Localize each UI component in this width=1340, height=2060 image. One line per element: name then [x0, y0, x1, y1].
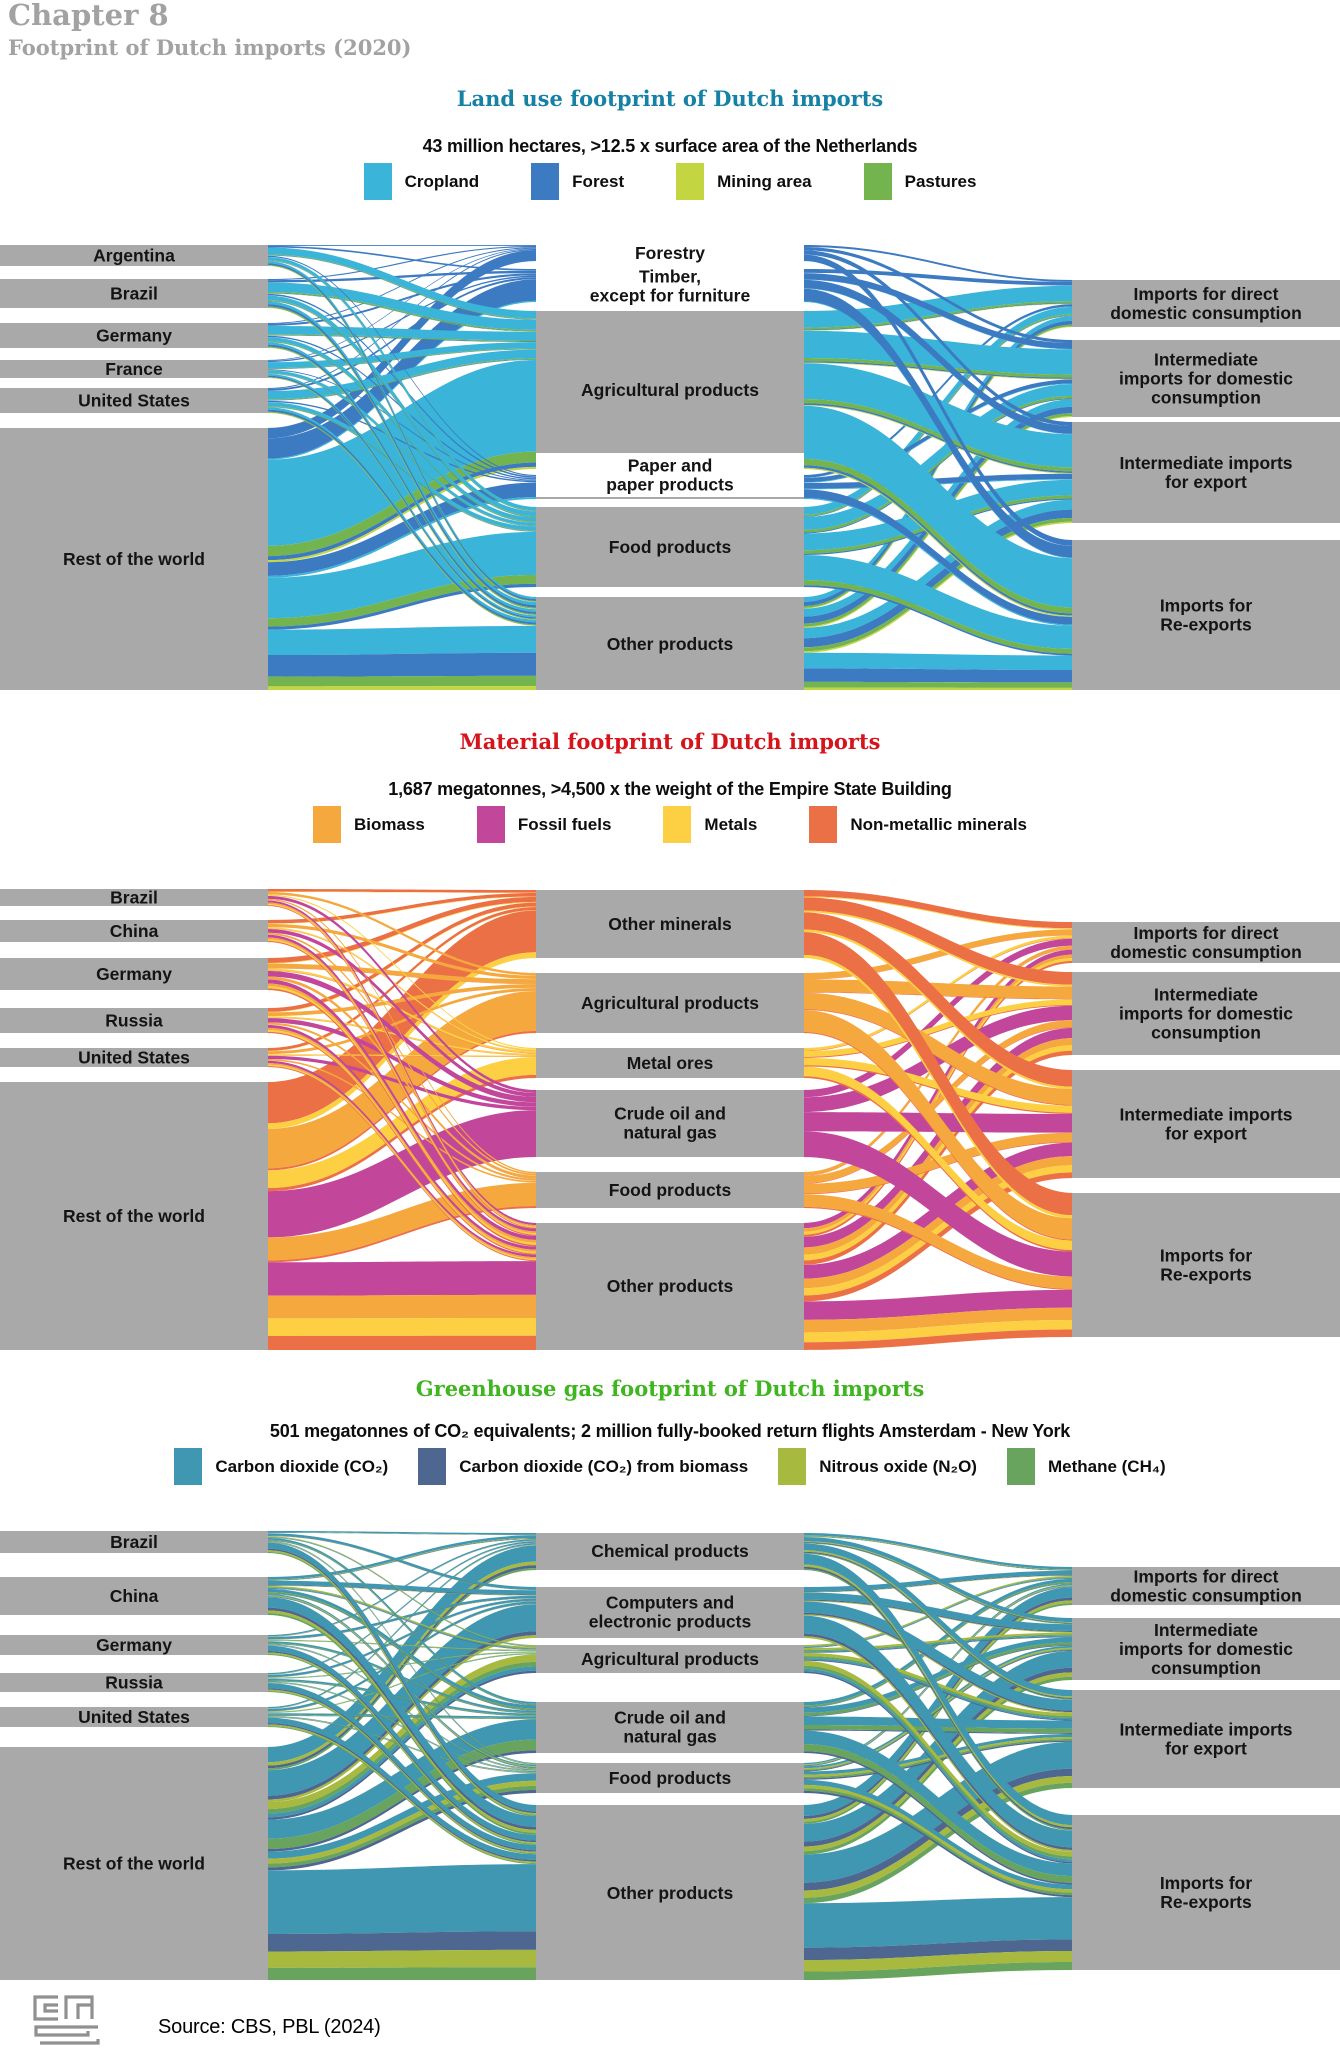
legend-swatch [778, 1448, 806, 1485]
legend-swatch [864, 163, 892, 200]
sankey-node-label: Imports for direct domestic consumption [1110, 923, 1302, 962]
legend-item [1007, 1448, 1166, 1485]
legend-swatch [313, 806, 341, 843]
sankey-ribbon [267, 1950, 537, 1968]
sankey-node-label: Imports for Re-exports [1159, 1245, 1253, 1285]
legend-label: Non-metallic minerals [850, 814, 1027, 834]
sankey-node-label: Timber, except for furniture [589, 266, 751, 306]
sankey-node-label: Imports for direct domestic consumption [1110, 1566, 1302, 1606]
sankey-node-label: Russia [105, 1010, 163, 1031]
sankey-node-label: Argentina [93, 245, 175, 266]
legend-label: Carbon dioxide (CO₂) [215, 1456, 389, 1476]
legend-item [418, 1448, 748, 1485]
legend-item [531, 163, 624, 200]
sankey-node-label: Crude oil and natural gas [614, 1103, 726, 1143]
legend-item [313, 806, 425, 843]
sankey-ribbon [803, 688, 1073, 690]
sankey-ribbon [267, 1295, 537, 1319]
sankey-diagram-greenhouse-gas [0, 1530, 1340, 1982]
legend-swatch [1007, 1448, 1035, 1485]
sankey-node-label: Intermediate imports for domestic consumption [1118, 349, 1294, 408]
sankey-node-label: Agricultural products [581, 993, 759, 1013]
legend-swatch [364, 163, 392, 200]
sankey-node-label: Imports for Re-exports [1159, 595, 1253, 635]
legend-label: Forest [572, 171, 625, 191]
chart-subtitle: 501 megatonnes of CO₂ equivalents; 2 million fully-booked return flights Amsterdam - New York [269, 1421, 1071, 1441]
sankey-node-label: United States [78, 1707, 190, 1727]
sankey-node-label: Imports for Re-exports [1159, 1873, 1253, 1912]
sankey-node-label: Germany [96, 325, 172, 346]
sankey-node-label: United States [78, 1047, 190, 1068]
sankey-node-label: Intermediate imports for domestic consumption [1118, 984, 1294, 1043]
legend-swatch [477, 806, 505, 843]
source-note: Source: CBS, PBL (2024) [158, 2016, 381, 2038]
sankey-node-label: Intermediate imports for export [1119, 1104, 1293, 1144]
sankey-diagram-land-use [0, 245, 1340, 690]
sankey-node-label: China [109, 1586, 159, 1606]
sankey-ribbon [267, 1318, 537, 1336]
legend-item [364, 163, 480, 200]
sankey-node-label: France [105, 359, 163, 379]
legend [0, 1448, 1340, 1485]
chart-title: Land use footprint of Dutch imports [456, 86, 884, 111]
sankey-node-label: Other products [606, 634, 734, 654]
legend-item [174, 1448, 388, 1485]
sankey-node-label: Other products [606, 1276, 734, 1296]
sankey-node-label: Food products [608, 1768, 732, 1788]
sankey-ribbon [267, 1336, 537, 1350]
sankey-node-label: Metal ores [626, 1053, 714, 1073]
sankey-ribbon [803, 682, 1073, 688]
legend-label: Carbon dioxide (CO₂) from biomass [459, 1456, 749, 1476]
legend [0, 163, 1340, 200]
sankey-node-label: Brazil [110, 887, 158, 908]
chart-subtitle: 43 million hectares, >12.5 x surface area of the Netherlands [422, 136, 918, 156]
sankey-ribbon [803, 668, 1073, 682]
sankey-ribbon [267, 1261, 537, 1295]
sankey-node-label: Germany [96, 1635, 172, 1655]
legend-label: Metals [704, 814, 758, 834]
sankey-node-label: Other products [606, 1883, 734, 1903]
sankey-diagram-material [0, 885, 1340, 1355]
sankey-node-label: Intermediate imports for export [1119, 453, 1293, 492]
legend-swatch [174, 1448, 202, 1485]
sankey-ribbon [267, 1967, 537, 1980]
sankey-node-label: Agricultural products [581, 1649, 759, 1669]
sankey-ribbon [267, 686, 537, 690]
sankey-ribbon [267, 889, 537, 893]
sankey-node-label: Rest of the world [63, 549, 205, 569]
sankey-node-label: Rest of the world [63, 1206, 205, 1226]
sankey-node-label: Intermediate imports for export [1119, 1719, 1293, 1759]
legend-swatch [676, 163, 704, 200]
legend-item [477, 806, 612, 843]
sankey-node-label: Brazil [110, 1532, 158, 1552]
page-title: Chapter 8 [8, 0, 169, 32]
sankey-ribbon [803, 653, 1073, 670]
sankey-ribbon [267, 245, 537, 246]
sankey-node-label: Food products [608, 537, 732, 557]
legend-item [864, 163, 977, 200]
chart-subtitle: 1,687 megatonnes, >4,500 x the weight of the Empire State Building [388, 779, 952, 799]
sankey-node-label: Rest of the world [63, 1853, 205, 1874]
cbs-logo [28, 1994, 108, 2046]
sankey-ribbon [267, 1864, 537, 1934]
sankey-node-label: Paper and paper products [606, 455, 734, 495]
legend-label: Nitrous oxide (N₂O) [819, 1456, 977, 1476]
legend-label: Biomass [354, 814, 425, 834]
sankey-node-label: Crude oil and natural gas [614, 1707, 726, 1747]
sankey-node-label: Forestry [634, 245, 706, 263]
sankey-node-label: Agricultural products [581, 380, 759, 400]
legend-swatch [663, 806, 691, 843]
chart-title: Material footprint of Dutch imports [459, 729, 881, 754]
sankey-node-label: Germany [96, 964, 172, 984]
sankey-node-label: Computers and electronic products [588, 1592, 752, 1632]
legend [0, 806, 1340, 843]
legend-swatch [809, 806, 837, 843]
sankey-node-label: Intermediate imports for domestic consumption [1118, 1620, 1294, 1678]
legend-label: Mining area [717, 171, 812, 191]
legend-item [778, 1448, 977, 1485]
chart-title: Greenhouse gas footprint of Dutch imports [415, 1376, 925, 1401]
sankey-node-label: Imports for direct domestic consumption [1110, 284, 1302, 323]
sankey-ribbon [267, 626, 537, 655]
legend-label: Pastures [904, 171, 977, 191]
legend-label: Cropland [404, 171, 480, 191]
legend-item [676, 163, 811, 200]
sankey-ribbon [267, 1931, 537, 1951]
sankey-node-label: Chemical products [591, 1541, 749, 1561]
sankey-node-label: Food products [608, 1180, 732, 1200]
legend-label: Fossil fuels [517, 814, 612, 834]
legend-swatch [418, 1448, 446, 1485]
legend-label: Methane (CH₄) [1047, 1456, 1166, 1476]
page-subtitle: Footprint of Dutch imports (2020) [8, 35, 412, 60]
sankey-node-label: United States [78, 390, 190, 411]
legend-item [809, 806, 1027, 843]
sankey-ribbon [267, 676, 537, 686]
sankey-node-label: China [109, 921, 159, 941]
sankey-node-label: Russia [105, 1672, 163, 1693]
legend-item [663, 806, 757, 843]
sankey-ribbon [267, 653, 537, 677]
legend-swatch [531, 163, 559, 200]
sankey-node-label: Brazil [110, 283, 158, 304]
sankey-node-label: Other minerals [608, 914, 732, 934]
